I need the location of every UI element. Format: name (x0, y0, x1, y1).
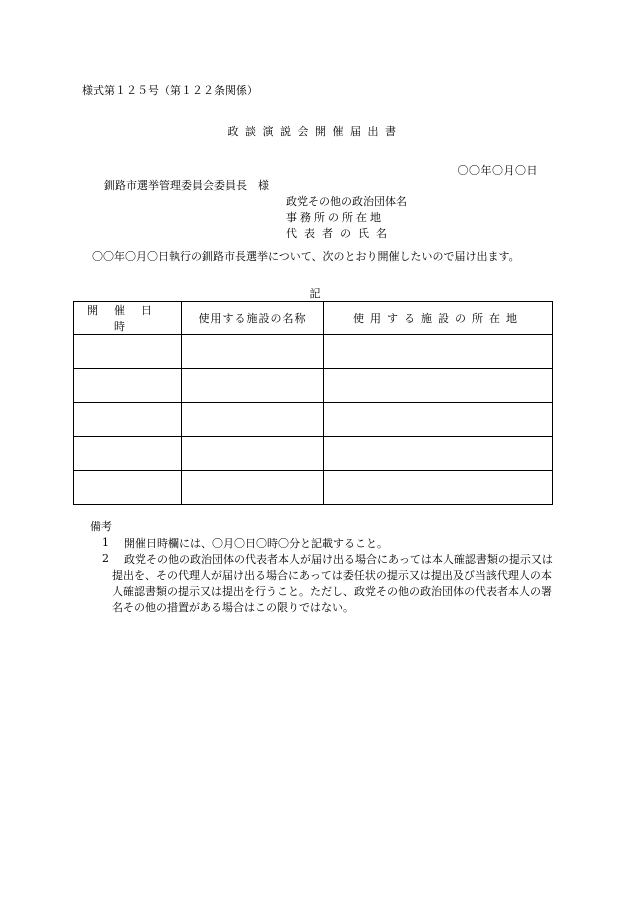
cell-facility-name[interactable] (182, 471, 324, 505)
cell-date-time[interactable] (74, 403, 182, 437)
table-row (74, 437, 553, 471)
body-text (82, 249, 554, 265)
cell-facility-name[interactable] (182, 335, 324, 369)
sender-representative-label: 代表者の氏名 (286, 227, 394, 240)
cell-facility-address[interactable] (324, 335, 553, 369)
remark-text: 政党その他の政治団体の代表者本人が届け出る場合にあっては本人確認書類の提示又は提出を、その代理人が届け出る場合にあっては委任状の提示又は提出及び当該代理人の本人確認書類の提示又は提出を行うこと。ただし、政党その他の政治団体の代表者本人の署名その他の措置がある場合はこの限りではない。 (112, 553, 553, 614)
header-facility-address: 使用する施設の所在地 (324, 302, 553, 335)
remark-number: 1 (102, 536, 109, 549)
table-row (74, 335, 553, 369)
table-row (74, 369, 553, 403)
cell-date-time[interactable] (74, 335, 182, 369)
cell-facility-address[interactable] (324, 437, 553, 471)
body-text-content: 〇〇年〇月〇日執行の釧路市長選挙について、次のとおり開催したいので届け出ます。 (92, 250, 520, 263)
document-date: 〇〇年〇月〇日 (457, 164, 538, 177)
remark-number: 2 (102, 552, 109, 565)
cell-date-time[interactable] (74, 369, 182, 403)
cell-facility-name[interactable] (182, 369, 324, 403)
cell-facility-address[interactable] (324, 403, 553, 437)
cell-facility-name[interactable] (182, 437, 324, 471)
sender-organization-label: 政党その他の政治団体名 (286, 195, 407, 208)
ki-heading: 記 (309, 287, 321, 300)
remark-text: 開催日時欄には、〇月〇日〇時〇分と記載すること。 (124, 537, 388, 550)
cell-date-time[interactable] (74, 437, 182, 471)
table-header-row (74, 302, 553, 335)
cell-facility-address[interactable] (324, 369, 553, 403)
cell-facility-name[interactable] (182, 403, 324, 437)
addressee: 釧路市選挙管理委員会委員長 様 (104, 179, 269, 192)
venue-table (73, 301, 553, 505)
table-row (74, 403, 553, 437)
remarks-heading: 備考 (90, 520, 112, 533)
cell-date-time[interactable] (74, 471, 182, 505)
document-title: 政談演説会開催届出書 (227, 125, 403, 138)
form-number: 様式第１２５号（第１２２条関係） (82, 84, 258, 97)
header-facility-name: 使用する施設の名称 (182, 302, 324, 335)
table-row (74, 471, 553, 505)
header-date-time: 開催日時 (74, 302, 182, 335)
sender-office-address-label: 事務所の所在地 (286, 211, 384, 224)
cell-facility-address[interactable] (324, 471, 553, 505)
